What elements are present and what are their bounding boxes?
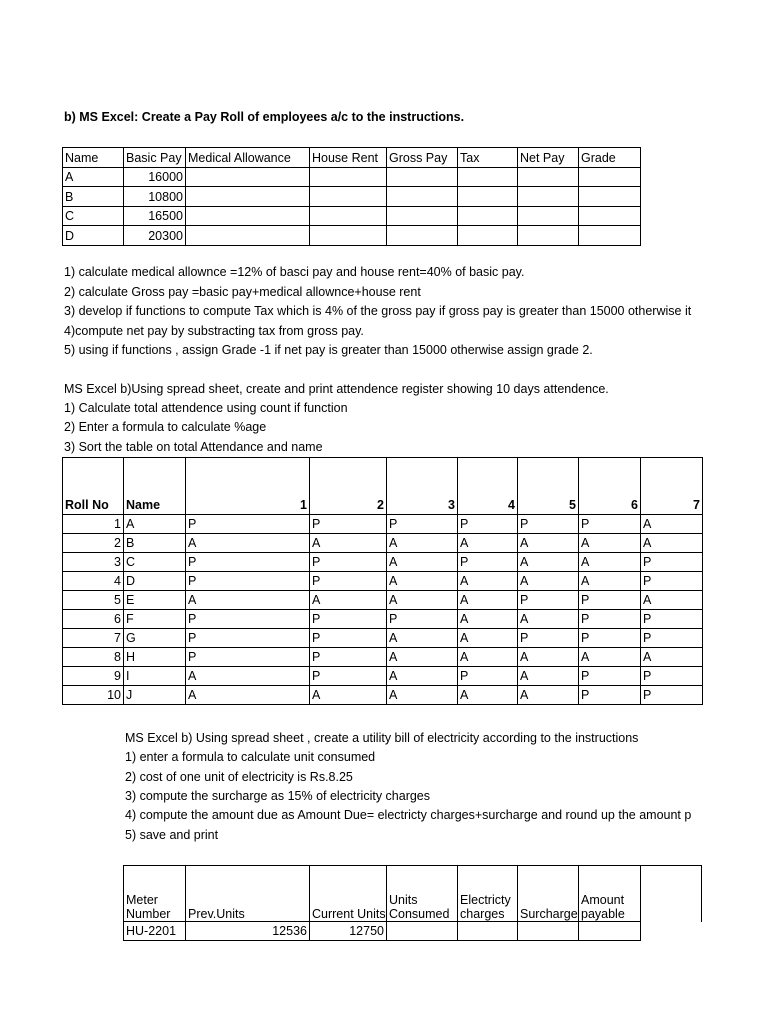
cell-name[interactable]: F — [124, 610, 186, 629]
cell-roll-no[interactable]: 2 — [63, 534, 124, 553]
cell-meter-number[interactable]: HU-2201 — [124, 922, 186, 941]
cell-attendance-mark[interactable]: A — [518, 686, 579, 705]
header-units-consumed[interactable] — [387, 866, 458, 922]
header-day-1[interactable]: 1 — [186, 458, 310, 515]
table-row — [63, 572, 703, 591]
cell[interactable] — [458, 226, 518, 246]
cell-attendance-mark[interactable]: P — [579, 629, 641, 648]
header-meter-number[interactable] — [124, 866, 186, 922]
cell[interactable] — [518, 187, 579, 207]
attendance-body — [63, 515, 703, 705]
cell-attendance-mark[interactable]: P — [310, 648, 387, 667]
header-medical-allowance[interactable]: Medical Allowance — [186, 148, 310, 168]
cell[interactable] — [518, 922, 579, 941]
header-grade[interactable]: Grade — [579, 148, 641, 168]
attendance-intro: MS Excel b)Using spread sheet, create and print attendence register showing 10 days attendence. — [64, 382, 609, 396]
cell-roll-no[interactable]: 4 — [63, 572, 124, 591]
cell-attendance-mark[interactable]: A — [518, 610, 579, 629]
cell-roll-no[interactable]: 3 — [63, 553, 124, 572]
payroll-instruction-3: 3) develop if functions to compute Tax which is 4% of the gross pay if gross pay is greater than 15000 otherwise it — [64, 304, 692, 318]
cell-attendance-mark[interactable]: P — [641, 629, 703, 648]
cell-attendance-mark[interactable]: P — [641, 667, 703, 686]
cell-roll-no[interactable]: 6 — [63, 610, 124, 629]
header-net-pay[interactable]: Net Pay — [518, 148, 579, 168]
payroll-instruction-1: 1) calculate medical allownce =12% of basci pay and house rent=40% of basic pay. — [64, 265, 525, 279]
cell[interactable] — [458, 187, 518, 207]
payroll-title: b) MS Excel: Create a Pay Roll of employees a/c to the instructions. — [64, 110, 465, 124]
payroll-instruction-2: 2) calculate Gross pay =basic pay+medical allownce+house rent — [64, 285, 421, 299]
bill-instruction-3: 3) compute the surcharge as 15% of electricity charges — [125, 789, 431, 803]
table-row — [63, 667, 703, 686]
table-row — [63, 686, 703, 705]
cell-attendance-mark[interactable]: P — [387, 610, 458, 629]
cell[interactable] — [518, 206, 579, 226]
cell-attendance-mark[interactable]: A — [387, 572, 458, 591]
payroll-table — [62, 147, 641, 246]
cell-attendance-mark[interactable]: A — [310, 591, 387, 610]
payroll-header-row — [63, 148, 641, 168]
cell-name[interactable]: C — [63, 206, 124, 226]
header-day-4[interactable]: 4 — [458, 458, 518, 515]
cell-attendance-mark[interactable]: P — [641, 686, 703, 705]
cell[interactable] — [458, 922, 518, 941]
cell[interactable] — [387, 922, 458, 941]
cell-attendance-mark[interactable]: A — [518, 534, 579, 553]
cell[interactable] — [458, 206, 518, 226]
cell-attendance-mark[interactable]: A — [579, 572, 641, 591]
header-name[interactable]: Name — [124, 458, 186, 515]
cell-name[interactable]: B — [63, 187, 124, 207]
cell[interactable] — [641, 866, 702, 922]
cell-attendance-mark[interactable]: A — [387, 667, 458, 686]
cell — [641, 922, 702, 941]
cell-basic-pay[interactable]: 16500 — [124, 206, 186, 226]
cell-name[interactable]: D — [124, 572, 186, 591]
table-row — [63, 206, 641, 226]
cell[interactable] — [518, 226, 579, 246]
cell[interactable] — [186, 167, 310, 187]
cell-name[interactable]: C — [124, 553, 186, 572]
cell[interactable] — [579, 922, 641, 941]
header-day-6[interactable]: 6 — [579, 458, 641, 515]
table-row — [63, 187, 641, 207]
cell-name[interactable]: I — [124, 667, 186, 686]
header-line: Electricty — [460, 893, 511, 907]
header-current-units[interactable]: Current Units — [310, 866, 387, 922]
attendance-instruction-1: 1) Calculate total attendence using count if function — [64, 401, 348, 415]
header-line: Amount — [581, 893, 625, 907]
bill-instruction-4: 4) compute the amount due as Amount Due= electricty charges+surcharge and round up the amount p — [125, 808, 692, 822]
cell-attendance-mark[interactable]: P — [518, 515, 579, 534]
cell[interactable] — [387, 187, 458, 207]
cell-attendance-mark[interactable]: A — [518, 572, 579, 591]
attendance-instruction-3: 3) Sort the table on total Attendance and name — [64, 440, 323, 454]
cell-basic-pay[interactable]: 20300 — [124, 226, 186, 246]
cell[interactable] — [310, 226, 387, 246]
header-tax[interactable]: Tax — [458, 148, 518, 168]
cell-prev-units[interactable]: 12536 — [186, 922, 310, 941]
cell-attendance-mark[interactable]: P — [641, 610, 703, 629]
header-name[interactable]: Name — [63, 148, 124, 168]
cell[interactable] — [458, 167, 518, 187]
cell-attendance-mark[interactable]: A — [579, 648, 641, 667]
cell-name[interactable]: A — [124, 515, 186, 534]
cell-attendance-mark[interactable]: P — [310, 667, 387, 686]
header-line: Consumed — [389, 907, 450, 921]
table-row — [63, 629, 703, 648]
cell-attendance-mark[interactable]: A — [579, 553, 641, 572]
cell-attendance-mark[interactable]: A — [387, 591, 458, 610]
bill-header-row — [124, 866, 702, 922]
cell-attendance-mark[interactable]: P — [186, 629, 310, 648]
cell-current-units[interactable]: 12750 — [310, 922, 387, 941]
table-row — [63, 610, 703, 629]
cell-attendance-mark[interactable]: P — [310, 515, 387, 534]
cell-attendance-mark[interactable]: A — [641, 648, 703, 667]
cell-attendance-mark[interactable]: A — [310, 686, 387, 705]
cell-attendance-mark[interactable]: A — [186, 667, 310, 686]
attendance-table — [62, 457, 703, 705]
cell-name[interactable]: E — [124, 591, 186, 610]
cell-attendance-mark[interactable]: A — [641, 591, 703, 610]
cell[interactable] — [310, 187, 387, 207]
cell[interactable] — [310, 167, 387, 187]
bill-instruction-5: 5) save and print — [125, 828, 219, 842]
cell[interactable] — [310, 206, 387, 226]
cell-attendance-mark[interactable]: A — [387, 534, 458, 553]
header-electricity-charges[interactable] — [458, 866, 518, 922]
payroll-instruction-4: 4)compute net pay by substracting tax from gross pay. — [64, 324, 364, 338]
cell-attendance-mark[interactable]: A — [387, 648, 458, 667]
cell-attendance-mark[interactable]: A — [186, 591, 310, 610]
header-prev-units[interactable]: Prev.Units — [186, 866, 310, 922]
cell-attendance-mark[interactable]: P — [579, 591, 641, 610]
cell-attendance-mark[interactable]: P — [579, 686, 641, 705]
table-row — [63, 167, 641, 187]
cell-attendance-mark[interactable]: A — [186, 534, 310, 553]
cell-attendance-mark[interactable]: P — [387, 515, 458, 534]
cell-attendance-mark[interactable]: A — [458, 534, 518, 553]
cell-name[interactable]: H — [124, 648, 186, 667]
cell-attendance-mark[interactable]: A — [641, 515, 703, 534]
cell-attendance-mark[interactable]: P — [641, 572, 703, 591]
cell-roll-no[interactable]: 1 — [63, 515, 124, 534]
cell-attendance-mark[interactable]: P — [310, 610, 387, 629]
header-line: Meter — [126, 893, 158, 907]
header-day-3[interactable]: 3 — [387, 458, 458, 515]
attendance-header-row — [63, 458, 703, 515]
table-row — [63, 648, 703, 667]
cell-attendance-mark[interactable]: P — [186, 553, 310, 572]
cell-roll-no[interactable]: 10 — [63, 686, 124, 705]
cell-name[interactable]: G — [124, 629, 186, 648]
cell-basic-pay[interactable]: 10800 — [124, 187, 186, 207]
bill-instruction-2: 2) cost of one unit of electricity is Rs.8.25 — [125, 770, 353, 784]
header-house-rent[interactable]: House Rent — [310, 148, 387, 168]
cell-attendance-mark[interactable]: A — [387, 629, 458, 648]
cell-basic-pay[interactable]: 16000 — [124, 167, 186, 187]
cell[interactable] — [186, 187, 310, 207]
cell-attendance-mark[interactable]: A — [579, 534, 641, 553]
table-row — [63, 226, 641, 246]
cell-attendance-mark[interactable]: P — [579, 515, 641, 534]
header-line: charges — [460, 907, 505, 921]
header-line: payable — [581, 907, 625, 921]
table-row — [63, 515, 703, 534]
cell-attendance-mark[interactable]: A — [518, 667, 579, 686]
header-day-7[interactable]: 7 — [641, 458, 703, 515]
cell[interactable] — [579, 226, 641, 246]
cell-attendance-mark[interactable]: P — [458, 515, 518, 534]
header-roll-no[interactable]: Roll No — [63, 458, 124, 515]
cell-attendance-mark[interactable]: A — [518, 553, 579, 572]
table-row — [63, 553, 703, 572]
cell[interactable] — [579, 206, 641, 226]
cell-attendance-mark[interactable]: P — [458, 667, 518, 686]
cell-attendance-mark[interactable]: A — [186, 686, 310, 705]
cell[interactable] — [579, 167, 641, 187]
cell-roll-no[interactable]: 9 — [63, 667, 124, 686]
cell-attendance-mark[interactable]: A — [458, 629, 518, 648]
cell-attendance-mark[interactable]: P — [518, 591, 579, 610]
cell-attendance-mark[interactable]: A — [387, 553, 458, 572]
cell[interactable] — [387, 226, 458, 246]
payroll-instruction-5: 5) using if functions , assign Grade -1 if net pay is greater than 15000 otherwise assign grade 2. — [64, 343, 593, 357]
attendance-instruction-2: 2) Enter a formula to calculate %age — [64, 420, 267, 434]
cell[interactable] — [186, 226, 310, 246]
cell-attendance-mark[interactable]: A — [458, 648, 518, 667]
cell-attendance-mark[interactable]: P — [310, 629, 387, 648]
cell-attendance-mark[interactable]: P — [186, 610, 310, 629]
cell-attendance-mark[interactable]: A — [458, 591, 518, 610]
cell-attendance-mark[interactable]: A — [310, 534, 387, 553]
cell-attendance-mark[interactable]: P — [641, 553, 703, 572]
cell[interactable] — [387, 167, 458, 187]
bill-intro: MS Excel b) Using spread sheet , create a utility bill of electricity according to the instructions — [125, 731, 639, 745]
cell[interactable] — [579, 187, 641, 207]
cell-name[interactable]: J — [124, 686, 186, 705]
bill-instruction-1: 1) enter a formula to calculate unit consumed — [125, 750, 376, 764]
cell-attendance-mark[interactable]: P — [186, 572, 310, 591]
cell-attendance-mark[interactable]: P — [186, 648, 310, 667]
header-day-5[interactable]: 5 — [518, 458, 579, 515]
cell-attendance-mark[interactable]: P — [310, 553, 387, 572]
cell[interactable] — [518, 167, 579, 187]
cell-attendance-mark[interactable]: P — [579, 667, 641, 686]
cell-roll-no[interactable]: 7 — [63, 629, 124, 648]
cell[interactable] — [186, 206, 310, 226]
cell[interactable] — [387, 206, 458, 226]
electricity-bill-table — [123, 865, 702, 941]
table-row — [124, 922, 702, 941]
cell-attendance-mark[interactable]: P — [186, 515, 310, 534]
cell-roll-no[interactable]: 8 — [63, 648, 124, 667]
header-line: Units — [389, 893, 418, 907]
cell-attendance-mark[interactable]: P — [579, 610, 641, 629]
cell-attendance-mark[interactable]: A — [387, 686, 458, 705]
header-gross-pay[interactable]: Gross Pay — [387, 148, 458, 168]
cell-attendance-mark[interactable]: A — [458, 572, 518, 591]
header-line: Number — [126, 907, 171, 921]
cell-roll-no[interactable]: 5 — [63, 591, 124, 610]
cell-attendance-mark[interactable]: P — [518, 629, 579, 648]
cell-attendance-mark[interactable]: A — [458, 610, 518, 629]
cell-attendance-mark[interactable]: A — [458, 686, 518, 705]
cell-attendance-mark[interactable]: P — [310, 572, 387, 591]
cell-attendance-mark[interactable]: A — [518, 648, 579, 667]
header-day-2[interactable]: 2 — [310, 458, 387, 515]
cell-attendance-mark[interactable]: A — [641, 534, 703, 553]
cell-name[interactable]: B — [124, 534, 186, 553]
cell-attendance-mark[interactable]: P — [458, 553, 518, 572]
table-row — [63, 534, 703, 553]
header-amount-payable[interactable] — [579, 866, 641, 922]
table-row — [63, 591, 703, 610]
cell-name[interactable]: D — [63, 226, 124, 246]
header-basic-pay[interactable]: Basic Pay — [124, 148, 186, 168]
cell-name[interactable]: A — [63, 167, 124, 187]
header-surcharge[interactable]: Surcharge — [518, 866, 579, 922]
